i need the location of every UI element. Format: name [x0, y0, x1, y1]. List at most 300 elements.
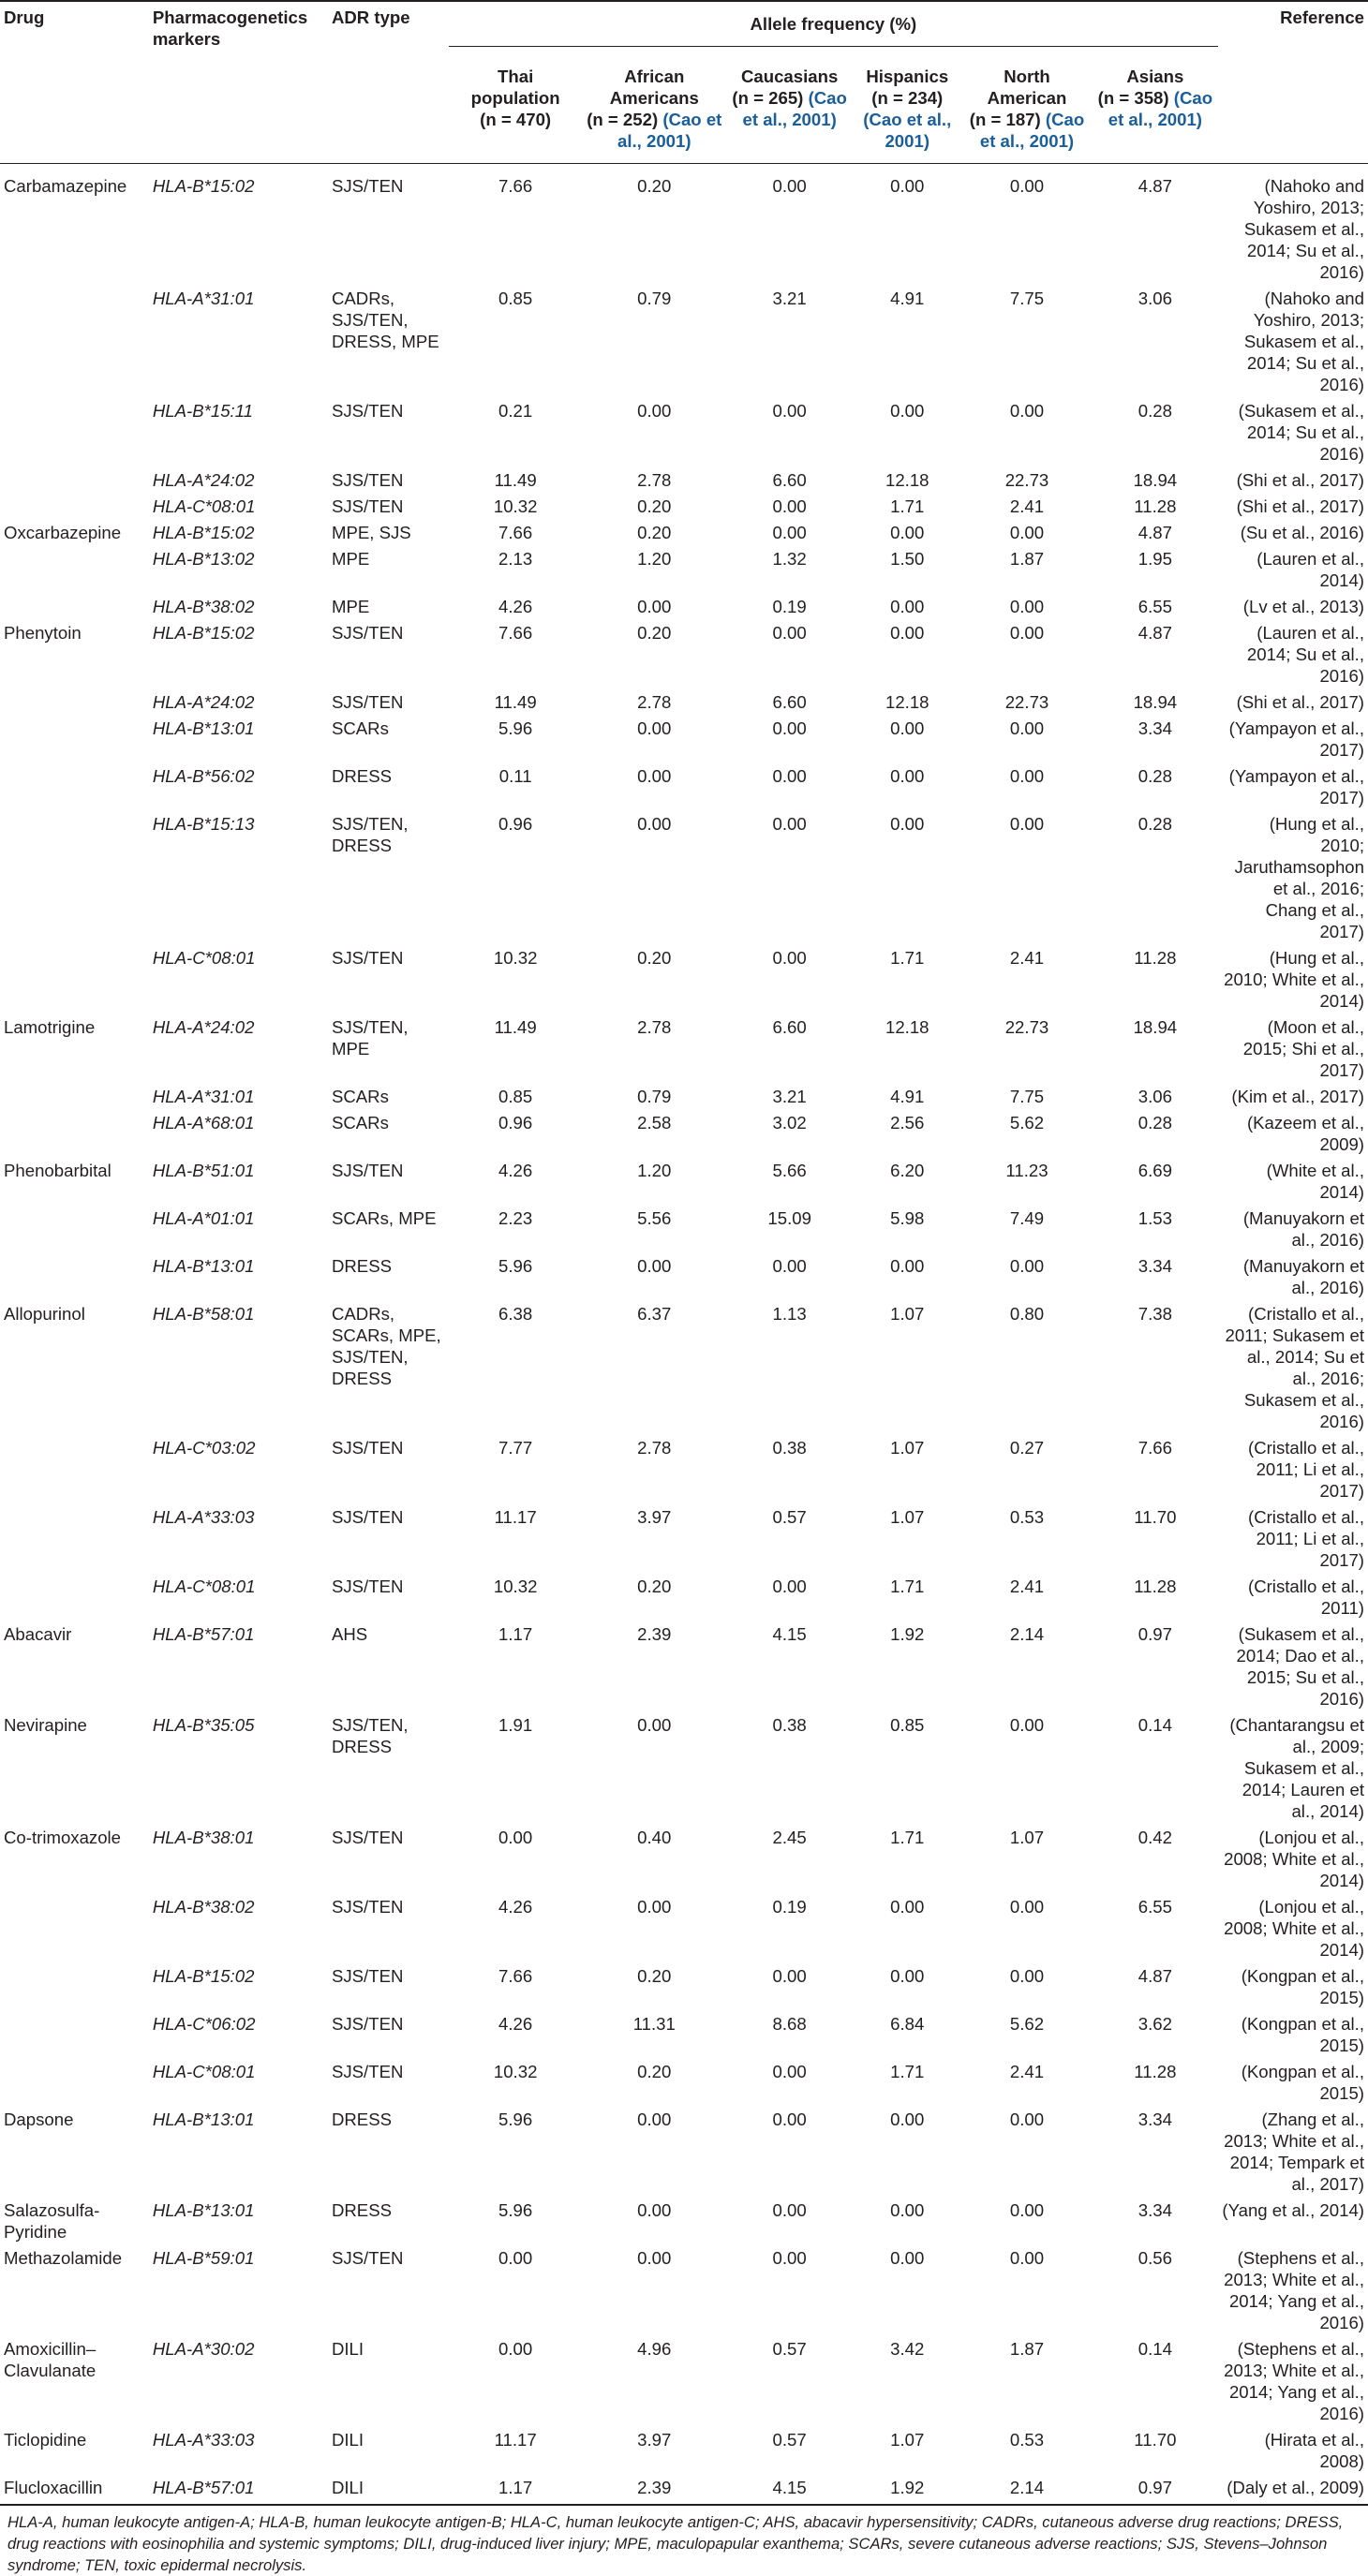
frequency-cell: 0.57	[772, 2430, 807, 2450]
frequency-cell: 7.49	[1009, 1208, 1045, 1228]
frequency-cell: 0.79	[637, 289, 672, 308]
adr-cell: SJS/TEN, MPE	[331, 1017, 409, 1059]
frequency-cell: 11.31	[632, 2014, 676, 2034]
frequency-cell: 11.49	[494, 470, 537, 490]
marker-cell: HLA-B*13:02	[152, 549, 255, 569]
table-row	[0, 764, 1368, 812]
table-row	[0, 1015, 1368, 1085]
frequency-cell: 0.42	[1138, 1828, 1172, 1847]
frequency-cell: 1.13	[772, 1304, 807, 1324]
frequency-cell: 0.00	[772, 814, 807, 834]
frequency-cell: 5.96	[498, 1256, 533, 1276]
frequency-cell: 0.00	[890, 2110, 925, 2129]
reference-cell: (Shi et al., 2017)	[1236, 496, 1364, 516]
frequency-cell: 0.00	[772, 2110, 807, 2129]
marker-cell: HLA-A*31:01	[152, 1087, 255, 1106]
frequency-cell: 7.66	[498, 523, 533, 542]
frequency-cell: 0.00	[1009, 523, 1045, 542]
drug-cell	[0, 2060, 149, 2108]
marker-cell: HLA-A*31:01	[152, 289, 255, 308]
adr-cell: SJS/TEN	[331, 2062, 404, 2081]
frequency-cell: 0.00	[890, 718, 925, 738]
frequency-cell: 0.28	[1138, 401, 1172, 421]
table-row	[0, 2108, 1368, 2198]
reference-cell: (Moon et al., 2015; Shi et al., 2017)	[1242, 1017, 1364, 1080]
frequency-cell: 2.23	[498, 1208, 533, 1228]
drug-cell	[0, 1575, 149, 1622]
table-row	[0, 1207, 1368, 1254]
drug-cell: Methazolamide	[4, 2248, 123, 2268]
frequency-cell: 0.00	[890, 1966, 925, 1986]
frequency-cell: 3.62	[1138, 2014, 1172, 2034]
adr-cell: DILI	[331, 2339, 364, 2359]
drug-cell: Phenobarbital	[4, 1161, 112, 1180]
frequency-cell: 6.69	[1138, 1161, 1172, 1180]
frequency-cell: 1.07	[1009, 1828, 1045, 1847]
frequency-cell: 15.09	[767, 1208, 811, 1228]
frequency-cell: 1.71	[890, 948, 925, 968]
frequency-cell: 0.14	[1138, 2339, 1172, 2359]
frequency-cell: 2.45	[772, 1828, 807, 1847]
adr-cell: DRESS	[331, 1256, 393, 1276]
adr-cell: SJS/TEN	[331, 1161, 404, 1180]
marker-cell: HLA-B*13:01	[152, 718, 255, 738]
frequency-cell: 6.38	[498, 1304, 533, 1324]
frequency-cell: 1.87	[1009, 2339, 1045, 2359]
marker-cell: HLA-A*24:02	[152, 1017, 255, 1037]
frequency-cell: 3.02	[772, 1113, 807, 1133]
reference-cell: (Shi et al., 2017)	[1236, 470, 1364, 490]
frequency-cell: 0.00	[1009, 176, 1045, 196]
table-row	[0, 2337, 1368, 2428]
frequency-cell: 5.62	[1009, 1113, 1045, 1133]
frequency-cell: 6.84	[890, 2014, 925, 2034]
frequency-cell: 5.96	[498, 718, 533, 738]
frequency-cell: 0.00	[1009, 1966, 1045, 1986]
reference-cell: (Cristallo et al., 2011; Li et al., 2017)	[1248, 1438, 1364, 1501]
marker-cell: HLA-C*08:01	[152, 948, 256, 968]
frequency-cell: 2.58	[637, 1113, 672, 1133]
header-population	[853, 47, 961, 164]
frequency-cell: 0.00	[1009, 1897, 1045, 1917]
frequency-cell: 0.21	[498, 401, 533, 421]
frequency-cell: 6.60	[772, 470, 807, 490]
population-citation-link[interactable]: (Cao et al., 2001)	[979, 110, 1085, 151]
frequency-cell: 3.34	[1138, 1256, 1172, 1276]
reference-cell: (Yang et al., 2014)	[1222, 2200, 1364, 2220]
frequency-cell: 0.00	[772, 623, 807, 643]
frequency-cell: 1.92	[853, 2476, 961, 2505]
frequency-cell: 18.94	[1133, 470, 1178, 490]
adr-cell: MPE	[331, 597, 370, 616]
frequency-cell: 0.00	[637, 814, 672, 834]
adr-cell: CADRs, SJS/TEN, DRESS, MPE	[331, 289, 439, 351]
frequency-cell: 10.32	[493, 2062, 538, 2081]
frequency-cell: 4.26	[498, 2014, 533, 2034]
table-row	[0, 2198, 1368, 2246]
frequency-cell: 0.19	[772, 597, 807, 616]
frequency-cell: 22.73	[1004, 470, 1049, 490]
drug-cell	[0, 1111, 149, 1159]
frequency-cell: 0.00	[637, 401, 672, 421]
table-row	[0, 1302, 1368, 1436]
population-n: (n = 265)	[732, 88, 804, 108]
adr-cell: AHS	[331, 1624, 368, 1644]
adr-cell: SJS/TEN, DRESS	[331, 1715, 409, 1756]
frequency-cell: 4.91	[890, 1087, 925, 1106]
table-row	[0, 812, 1368, 946]
marker-cell: HLA-B*15:02	[152, 523, 255, 542]
frequency-cell: 0.00	[637, 2200, 672, 2220]
frequency-cell: 4.26	[498, 1161, 533, 1180]
marker-cell: HLA-B*56:02	[152, 766, 255, 786]
frequency-cell: 5.62	[1009, 2014, 1045, 2034]
table-row	[0, 2012, 1368, 2060]
table-row	[0, 399, 1368, 468]
frequency-cell: 10.32	[493, 948, 538, 968]
frequency-cell: 11.70	[1134, 2430, 1177, 2450]
drug-cell	[0, 1254, 149, 1302]
adr-cell: SJS/TEN	[331, 470, 404, 490]
frequency-cell: 7.77	[498, 1438, 533, 1458]
frequency-cell: 0.85	[498, 1087, 533, 1106]
frequency-cell: 1.07	[890, 1304, 925, 1324]
frequency-cell: 6.37	[637, 1304, 672, 1324]
population-citation-link[interactable]: (Cao et al., 2001)	[1108, 88, 1213, 129]
frequency-cell: 0.00	[1009, 718, 1045, 738]
frequency-cell: 0.00	[772, 176, 807, 196]
frequency-cell: 6.55	[1138, 597, 1172, 616]
frequency-cell: 0.38	[772, 1438, 807, 1458]
frequency-cell: 0.00	[890, 1256, 925, 1276]
table-row	[0, 2428, 1368, 2476]
population-name: Asians	[1126, 67, 1184, 86]
population-citation-link[interactable]: (Cao et al., 2001)	[863, 110, 952, 151]
population-citation-link[interactable]: (Cao et al., 2001)	[742, 88, 847, 129]
frequency-cell: 0.00	[890, 2200, 925, 2220]
frequency-cell: 0.53	[1009, 2430, 1045, 2450]
frequency-cell: 2.41	[1009, 2062, 1045, 2081]
frequency-cell: 1.53	[1138, 1208, 1172, 1228]
reference-cell: (Shi et al., 2017)	[1236, 692, 1364, 712]
frequency-cell: 0.28	[1138, 814, 1172, 834]
marker-cell: HLA-A*33:03	[152, 2430, 255, 2450]
frequency-cell: 0.00	[1009, 2110, 1045, 2129]
marker-cell: HLA-B*15:02	[152, 623, 255, 643]
population-citation-link[interactable]: (Cao et al., 2001)	[617, 110, 722, 151]
frequency-cell: 4.26	[498, 1897, 533, 1917]
drug-cell	[0, 1505, 149, 1575]
drug-cell: Abacavir	[4, 1624, 72, 1644]
marker-cell: HLA-B*38:01	[152, 1828, 255, 1847]
marker-cell: HLA-B*15:13	[152, 814, 255, 834]
frequency-cell: 6.20	[890, 1161, 925, 1180]
frequency-cell: 6.60	[772, 692, 807, 712]
table-row	[0, 690, 1368, 717]
header-drug: Drug	[0, 1, 149, 164]
frequency-cell: 11.70	[1134, 1507, 1177, 1527]
header-population	[583, 47, 727, 164]
table-row	[0, 1575, 1368, 1622]
frequency-cell: 2.78	[637, 1017, 672, 1037]
drug-cell: Oxcarbazepine	[4, 523, 122, 542]
table-row	[0, 468, 1368, 495]
frequency-cell: 0.57	[772, 2339, 807, 2359]
table-footnote: HLA-A, human leukocyte antigen-A; HLA-B, human leukocyte antigen-B; HLA-C, human leukocyte antigen-C; AHS, abacavir hypersensitivity; CADRs, cutaneous adverse drug reactions; DRESS, drug reactions with eosinophilia and systemic symptoms; DILI, drug-induced liver injury; MPE, maculopapular exanthema; SCARs, severe cutaneous adverse reactions; SJS, Stevens–Johnson syndrome; TEN, toxic epidermal necrolysis.	[7, 2513, 1344, 2574]
header-population	[961, 47, 1093, 164]
frequency-cell: 10.32	[493, 1577, 538, 1596]
frequency-cell: 0.53	[1009, 1507, 1045, 1527]
reference-cell: (Kazeem et al., 2009)	[1246, 1113, 1364, 1154]
frequency-cell: 0.20	[637, 948, 672, 968]
frequency-cell: 2.39	[583, 2476, 727, 2505]
table-row	[0, 2476, 1368, 2505]
frequency-cell: 6.60	[772, 1017, 807, 1037]
frequency-cell: 8.68	[772, 2014, 807, 2034]
header-allele-frequency: Allele frequency (%)	[449, 1, 1218, 47]
frequency-cell: 0.00	[637, 718, 672, 738]
frequency-cell: 4.26	[498, 597, 533, 616]
frequency-cell: 0.00	[1009, 623, 1045, 643]
frequency-cell: 11.28	[1134, 1577, 1177, 1596]
frequency-cell: 0.80	[1009, 1304, 1045, 1324]
drug-cell	[0, 399, 149, 468]
marker-cell: HLA-A*33:03	[152, 1507, 255, 1527]
frequency-cell: 0.97	[1138, 1624, 1172, 1644]
reference-cell: (Zhang et al., 2013; White et al., 2014; Tempark et al., 2017)	[1224, 2110, 1364, 2194]
frequency-cell: 0.28	[1138, 1113, 1172, 1133]
frequency-cell: 4.87	[1138, 623, 1172, 643]
population-n: (n = 187)	[969, 110, 1041, 129]
frequency-cell: 0.00	[1009, 1715, 1045, 1735]
frequency-cell: 1.71	[890, 1577, 925, 1596]
frequency-cell: 0.11	[498, 766, 532, 786]
drug-cell: Carbamazepine	[4, 176, 127, 196]
drug-cell	[0, 1085, 149, 1111]
frequency-cell: 2.56	[890, 1113, 925, 1133]
frequency-cell: 0.00	[890, 2248, 925, 2268]
frequency-cell: 11.28	[1134, 2062, 1177, 2081]
frequency-cell: 3.06	[1138, 289, 1172, 308]
frequency-cell: 0.00	[772, 401, 807, 421]
frequency-cell: 0.00	[498, 2339, 533, 2359]
adr-cell: SCARs	[331, 718, 389, 738]
reference-cell: (Nahoko and Yoshiro, 2013; Sukasem et al., 2014; Su et al., 2016)	[1243, 176, 1364, 282]
drug-cell	[0, 495, 149, 521]
table-row	[0, 595, 1368, 621]
frequency-cell: 0.20	[637, 496, 672, 516]
frequency-cell: 0.00	[772, 1256, 807, 1276]
table-row	[0, 1895, 1368, 1964]
adr-cell: SJS/TEN	[331, 1577, 404, 1596]
reference-cell: (Cristallo et al., 2011)	[1248, 1577, 1364, 1618]
reference-cell: (Stephens et al., 2013; White et al., 2014; Yang et al., 2016)	[1224, 2248, 1364, 2332]
frequency-cell: 0.97	[1093, 2476, 1218, 2505]
drug-cell	[0, 468, 149, 495]
frequency-cell: 4.15	[772, 1624, 807, 1644]
frequency-cell: 0.96	[498, 1113, 533, 1133]
marker-cell: HLA-B*58:01	[152, 1304, 255, 1324]
frequency-cell: 2.14	[1009, 1624, 1045, 1644]
marker-cell: HLA-A*24:02	[152, 692, 255, 712]
marker-cell: HLA-C*06:02	[152, 2014, 256, 2034]
drug-cell: Phenytoin	[4, 623, 82, 643]
drug-cell	[0, 690, 149, 717]
reference-cell: (Kongpan et al., 2015)	[1241, 2014, 1364, 2055]
marker-cell: HLA-B*13:01	[152, 2110, 255, 2129]
frequency-cell: 0.00	[637, 2110, 672, 2129]
drug-cell: Amoxicillin–Clavulanate	[4, 2339, 97, 2380]
frequency-cell: 0.00	[498, 2248, 533, 2268]
frequency-cell: 1.92	[890, 1624, 925, 1644]
frequency-cell: 2.78	[637, 1438, 672, 1458]
adr-cell: SJS/TEN	[331, 1966, 404, 1986]
drug-cell: Ticlopidine	[4, 2430, 87, 2450]
frequency-cell: 11.28	[1134, 948, 1177, 968]
reference-cell: (Sukasem et al., 2014; Su et al., 2016)	[1238, 401, 1364, 464]
population-name: North American	[987, 67, 1067, 108]
drug-cell: Lamotrigine	[4, 1017, 96, 1037]
frequency-cell: 11.17	[494, 2430, 537, 2450]
frequency-cell: 4.91	[890, 289, 925, 308]
frequency-cell: 5.98	[890, 1208, 925, 1228]
drug-cell: Nevirapine	[4, 1715, 87, 1735]
frequency-cell: 4.87	[1138, 176, 1172, 196]
drug-cell	[0, 2012, 149, 2060]
drug-cell: Flucloxacillin	[0, 2476, 149, 2505]
frequency-cell: 0.00	[890, 814, 925, 834]
frequency-cell: 1.17	[449, 2476, 583, 2505]
table-row	[0, 1111, 1368, 1159]
frequency-cell: 0.00	[772, 496, 807, 516]
frequency-cell: 1.87	[1009, 549, 1045, 569]
table-row	[0, 2060, 1368, 2108]
frequency-cell: 0.00	[637, 597, 672, 616]
header-population	[1093, 47, 1218, 164]
drug-cell	[0, 1207, 149, 1254]
frequency-cell: 3.21	[772, 1087, 807, 1106]
population-name: Caucasians	[740, 67, 839, 86]
header-adr-type: ADR type	[328, 1, 449, 164]
reference-cell: (Nahoko and Yoshiro, 2013; Sukasem et al., 2014; Su et al., 2016)	[1243, 289, 1364, 394]
frequency-cell: 0.00	[637, 2248, 672, 2268]
frequency-cell: 1.20	[637, 549, 672, 569]
marker-cell: HLA-A*01:01	[152, 1208, 255, 1228]
marker-cell: HLA-B*13:01	[152, 2200, 255, 2220]
frequency-cell: 0.00	[637, 766, 672, 786]
marker-cell: HLA-C*03:02	[152, 1438, 256, 1458]
frequency-cell: 1.32	[772, 549, 807, 569]
marker-cell: HLA-B*35:05	[152, 1715, 255, 1735]
adr-cell: SJS/TEN	[331, 623, 404, 643]
marker-cell: HLA-B*38:02	[152, 597, 255, 616]
marker-cell: HLA-B*59:01	[152, 2248, 255, 2268]
frequency-cell: 0.00	[772, 718, 807, 738]
frequency-cell: 0.27	[1009, 1438, 1045, 1458]
frequency-cell: 0.38	[772, 1715, 807, 1735]
frequency-cell: 18.94	[1133, 1017, 1178, 1037]
frequency-cell: 0.96	[498, 814, 533, 834]
adr-cell: SJS/TEN	[331, 1507, 404, 1527]
frequency-cell: 0.14	[1138, 1715, 1172, 1735]
marker-cell: HLA-B*13:01	[152, 1256, 255, 1276]
reference-cell: (Chantarangsu et al., 2009; Sukasem et al., 2014; Lauren et al., 2014)	[1229, 1715, 1364, 1821]
marker-cell: HLA-A*24:02	[152, 470, 255, 490]
reference-cell: (Manuyakorn et al., 2016)	[1242, 1208, 1364, 1250]
table-row	[0, 1713, 1368, 1826]
frequency-cell: 11.49	[494, 1017, 537, 1037]
table-row	[0, 1505, 1368, 1575]
frequency-cell: 3.97	[637, 1507, 672, 1527]
adr-cell: MPE, SJS	[331, 523, 411, 542]
adr-cell: DILI	[331, 2430, 364, 2450]
frequency-cell: 0.00	[890, 176, 925, 196]
frequency-cell: 1.07	[890, 1438, 925, 1458]
marker-cell: HLA-C*08:01	[152, 2062, 256, 2081]
header-population	[726, 47, 853, 164]
table-row	[0, 1826, 1368, 1895]
adr-cell: DILI	[328, 2476, 449, 2505]
marker-cell: HLA-B*15:02	[152, 176, 255, 196]
adr-cell: DRESS	[331, 766, 393, 786]
drug-cell	[0, 1436, 149, 1505]
frequency-cell: 5.96	[498, 2110, 533, 2129]
marker-cell: HLA-B*15:02	[152, 1966, 255, 1986]
drug-cell	[0, 946, 149, 1015]
frequency-cell: 0.28	[1138, 766, 1172, 786]
reference-cell: (Lonjou et al., 2008; White et al., 2014)	[1224, 1828, 1364, 1890]
frequency-cell: 3.34	[1138, 2110, 1172, 2129]
frequency-cell: 12.18	[885, 692, 929, 712]
reference-cell: (Lonjou et al., 2008; White et al., 2014)	[1224, 1897, 1364, 1960]
frequency-cell: 7.75	[1009, 289, 1045, 308]
population-n: (n = 252)	[587, 110, 659, 129]
frequency-cell: 3.97	[637, 2430, 672, 2450]
frequency-cell: 0.00	[637, 1897, 672, 1917]
frequency-cell: 7.75	[1009, 1087, 1045, 1106]
frequency-cell: 7.66	[498, 1966, 533, 1986]
reference-cell: (Daly et al., 2009)	[1218, 2476, 1368, 2505]
frequency-cell: 0.00	[637, 1256, 672, 1276]
frequency-cell: 4.15	[726, 2476, 853, 2505]
frequency-cell: 0.57	[772, 1507, 807, 1527]
table-row	[0, 1622, 1368, 1713]
adr-cell: SJS/TEN	[331, 1828, 404, 1847]
frequency-cell: 0.00	[772, 948, 807, 968]
population-n: (n = 358)	[1097, 88, 1169, 108]
frequency-cell: 0.00	[772, 1577, 807, 1596]
reference-cell: (Lauren et al., 2014)	[1256, 549, 1364, 590]
drug-cell: Allopurinol	[4, 1304, 85, 1324]
marker-cell: HLA-A*30:02	[152, 2339, 255, 2359]
frequency-cell: 7.66	[1138, 1438, 1172, 1458]
frequency-cell: 1.07	[890, 2430, 925, 2450]
adr-cell: SJS/TEN	[331, 176, 404, 196]
frequency-cell: 0.00	[1009, 597, 1045, 616]
frequency-cell: 0.00	[498, 1828, 533, 1847]
frequency-cell: 18.94	[1133, 692, 1178, 712]
frequency-cell: 1.07	[890, 1507, 925, 1527]
frequency-cell: 4.96	[637, 2339, 672, 2359]
table-row	[0, 287, 1368, 399]
adr-cell: CADRs, SCARs, MPE, SJS/TEN, DRESS	[331, 1304, 441, 1388]
marker-cell: HLA-B*57:01	[149, 2476, 328, 2505]
reference-cell: (Lv et al., 2013)	[1242, 597, 1364, 616]
frequency-cell: 11.28	[1134, 496, 1177, 516]
frequency-cell: 0.00	[890, 401, 925, 421]
frequency-cell: 1.71	[890, 2062, 925, 2081]
table-row	[0, 164, 1368, 288]
